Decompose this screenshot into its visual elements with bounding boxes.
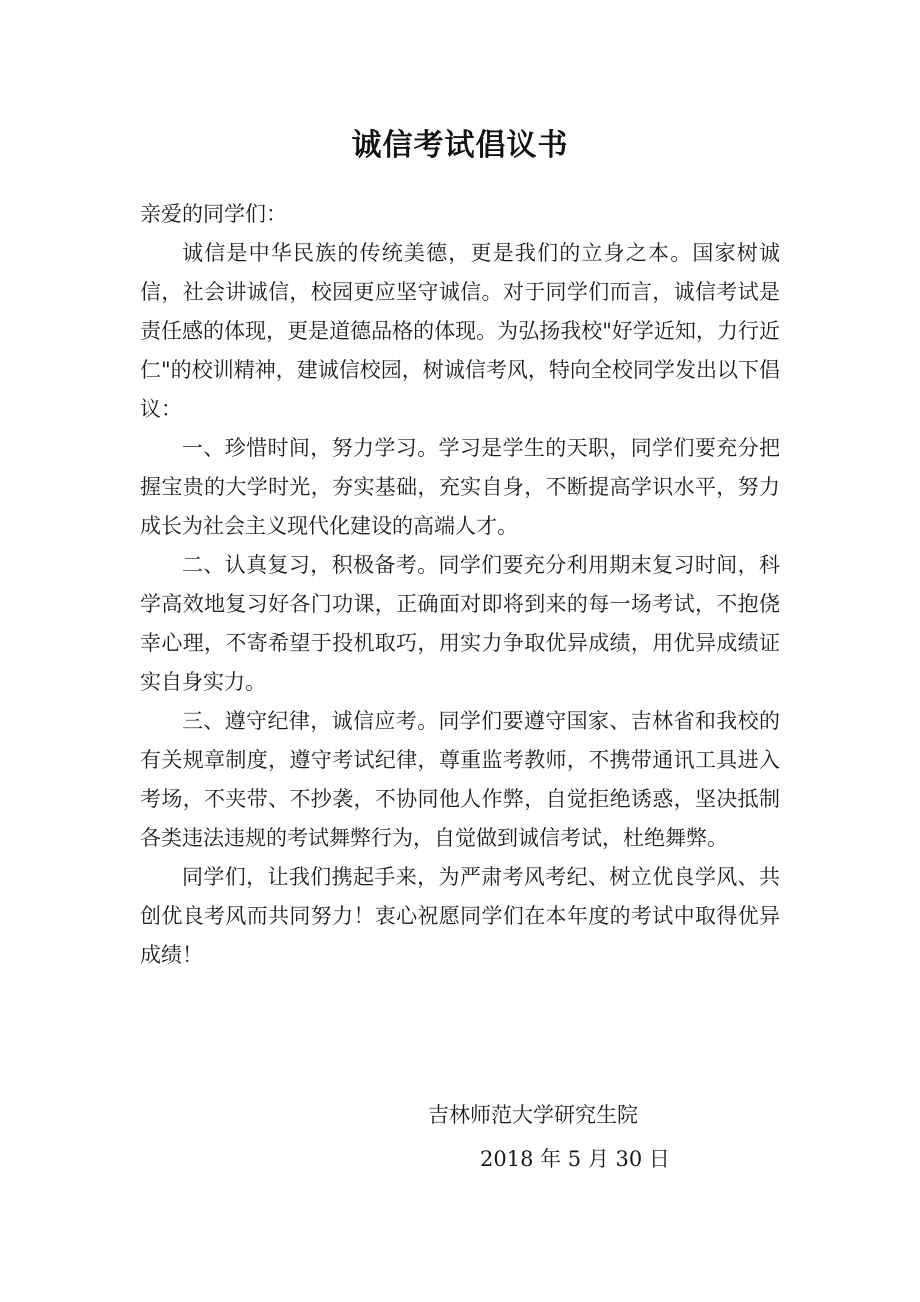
paragraph-closing: 同学们，让我们携起手来，为严肃考风考纪、树立优良学风、共创优良考风而共同努力！衷心祝愿同学们在本年度的考试中取得优异成绩！: [140, 865, 780, 967]
paragraph-intro: 诚信是中华民族的传统美德，更是我们的立身之本。国家树诚信，社会讲诚信，校园更应坚守诚信。对于同学们而言，诚信考试是责任感的体现，更是道德品格的体现。为弘扬我校"好学近知，力行近仁"的校训精神，建诚信校园，树诚信考风，特向全校同学发出以下倡议：: [140, 241, 780, 421]
signature-organization: 吉林师范大学研究生院: [428, 1103, 638, 1127]
signature-date: 2018 年 5 月 30 日: [480, 1147, 670, 1171]
signature-block: [428, 1093, 728, 1181]
document-title: 诚信考试倡议书: [351, 128, 569, 163]
paragraph-point-1: 一、珍惜时间，努力学习。学习是学生的天职，同学们要充分把握宝贵的大学时光，夯实基础，充实自身，不断提高学识水平，努力成长为社会主义现代化建设的高端人才。: [140, 436, 780, 538]
salutation: 亲爱的同学们：: [140, 202, 287, 226]
document-body: [140, 195, 780, 975]
paragraph-point-3: 三、遵守纪律，诚信应考。同学们要遵守国家、吉林省和我校的有关规章制度，遵守考试纪律，尊重监考教师，不携带通讯工具进入考场，不夹带、不抄袭，不协同他人作弊，自觉拒绝诱惑，坚决抵制各类违法违规的考试舞弊行为，自觉做到诚信考试，杜绝舞弊。: [140, 709, 780, 850]
paragraph-point-2: 二、认真复习，积极备考。同学们要充分利用期末复习时间，科学高效地复习好各门功课，正确面对即将到来的每一场考试，不抱侥幸心理，不寄希望于投机取巧，用实力争取优异成绩，用优异成绩证实自身实力。: [140, 553, 780, 694]
